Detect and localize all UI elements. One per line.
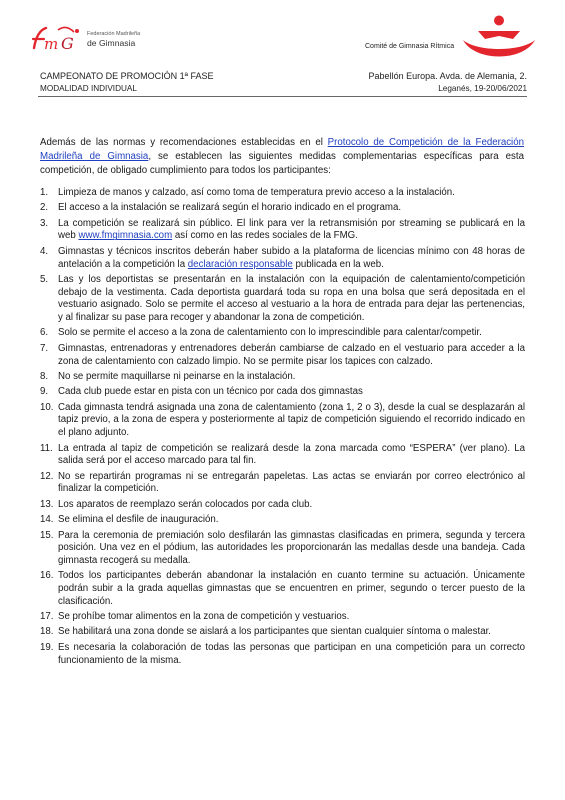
logo-line-2: de Gimnasia xyxy=(87,37,136,48)
championship-title: CAMPEONATO DE PROMOCIÓN 1ª FASE xyxy=(40,71,214,81)
rules-list xyxy=(40,187,525,670)
list-item: 10. Cada gimnasta tendrá asignada una zona de calentamiento (zona 1, 2 o 3), desde la cual se desplazarán al tapiz previo, a la zona de espera y posteriormente al tapiz de competición siguiendo el recorrido indicado en el plano adjunto. xyxy=(40,401,525,439)
list-item: 17. Se prohíbe tomar alimentos en la zona de competición y vestuarios. xyxy=(40,611,350,623)
list-item: 2. El acceso a la instalación se realizará según el horario indicado en el programa. xyxy=(40,202,402,214)
fmg-logo xyxy=(30,22,160,58)
protocol-link[interactable]: Protocolo de Competición de la Federación Madrileña de Gimnasia xyxy=(40,137,524,162)
list-item: 16. Todos los participantes deberán abandonar la instalación en cuanto termine su actuación. Únicamente podrán subir a la grada aquellas gimnastas que se encuentren en primer, segundo o tercer puesto de la clasificación. xyxy=(40,570,525,607)
list-item: 18. Se habilitará una zona donde se aislará a los participantes que sientan cualquier síntoma o malestar. xyxy=(40,626,491,638)
list-item: 1. Limpieza de manos y calzado, así como toma de temperatura previo acceso a la instalación. xyxy=(40,187,455,198)
rhythmic-gymnast-logo-icon xyxy=(461,14,537,62)
list-item: 13. Los aparatos de reemplazo serán colocados por cada club. xyxy=(40,498,313,510)
fmg-website-link[interactable]: www.fmgimnasia.com xyxy=(78,230,173,242)
declaration-link[interactable]: declaración responsable xyxy=(187,258,293,270)
modality-label: MODALIDAD INDIVIDUAL xyxy=(40,83,137,93)
fmg-logo-icon xyxy=(30,22,86,56)
list-item: 15. Para la ceremonia de premiación solo desfilarán las gimnastas clasificadas en primera, segunda y tercera posición. Una vez en el pódium, las autoridades les proporcionarán las medallas desde una bandeja. Cada gimnasta recogerá su medalla. xyxy=(40,529,525,566)
list-item: 4. Gimnastas y técnicos inscritos deberán haber subido a la plataforma de licencias mínimo con 48 horas de antelación a la competición la declaración responsable publicada en la web. xyxy=(40,245,525,270)
list-item: 3. La competición se realizará sin público. El link para ver la retransmisión por streaming se publicará en la web www.fmgimnasia.com así como en las redes sociales de la FMG. xyxy=(40,217,525,242)
committee-name: Comité de Gimnasia Rítmica xyxy=(365,43,455,50)
logo-line-1: Federación Madrileña xyxy=(87,31,141,37)
list-item: 7. Gimnastas, entrenadoras y entrenadores deberán cambiarse de calzado en el vestuario para acceder a la zona de calentamiento con calzado limpio. No se permite pisar los tapices con calzado. xyxy=(40,342,525,367)
header-divider xyxy=(38,96,527,97)
list-item: 11. La entrada al tapiz de competición se realizará desde la zona marcada como “ESPERA” (ver plano). La salida será por el acceso marcado para tal fin. xyxy=(40,442,525,467)
list-item: 19. Es necesaria la colaboración de todas las personas que participan en una competición para un correcto funcionamiento de la misma. xyxy=(40,641,525,666)
svg-text:G: G xyxy=(61,34,74,53)
intro-paragraph: Además de las normas y recomendaciones establecidas en el Protocolo de Competición de la Federación Madrileña de Gimnasia, se establecen las siguientes medidas complementarias específicas para esta competición, de obligado cumplimiento para todos los participantes: xyxy=(40,137,524,176)
list-item: 9. Cada club puede estar en pista con un técnico por cada dos gimnastas xyxy=(40,386,363,398)
venue-date: Leganés, 19-20/06/2021 xyxy=(438,83,527,93)
list-item: 12. No se repartirán programas ni se entregarán papeletas. Las actas se enviarán por correo electrónico al finalizar la competición. xyxy=(40,470,525,495)
svg-text:m: m xyxy=(44,35,59,53)
list-item: 8. No se permite maquillarse ni peinarse en la instalación. xyxy=(40,370,296,382)
list-item: 6. Solo se permite el acceso a la zona de calentamiento con lo imprescindible para calentar/competir. xyxy=(40,327,482,339)
list-item: 5. Las y los deportistas se presentarán en la instalación con la equipación de calentamiento/competición debajo de la vestimenta. Cada deportista guardará toda su ropa en una bolsa que será depositada en el vestuario asignado. Solo se permite el acceso al vestuario a la hora de entrada para dejar las pertenencias, y al finalizar su pase para recoger y abandonar la zona de competición. xyxy=(40,273,525,324)
venue-address: Pabellón Europa. Avda. de Alemania, 2. xyxy=(368,71,527,81)
list-item: 14. Se elimina el desfile de inauguración. xyxy=(40,514,219,526)
